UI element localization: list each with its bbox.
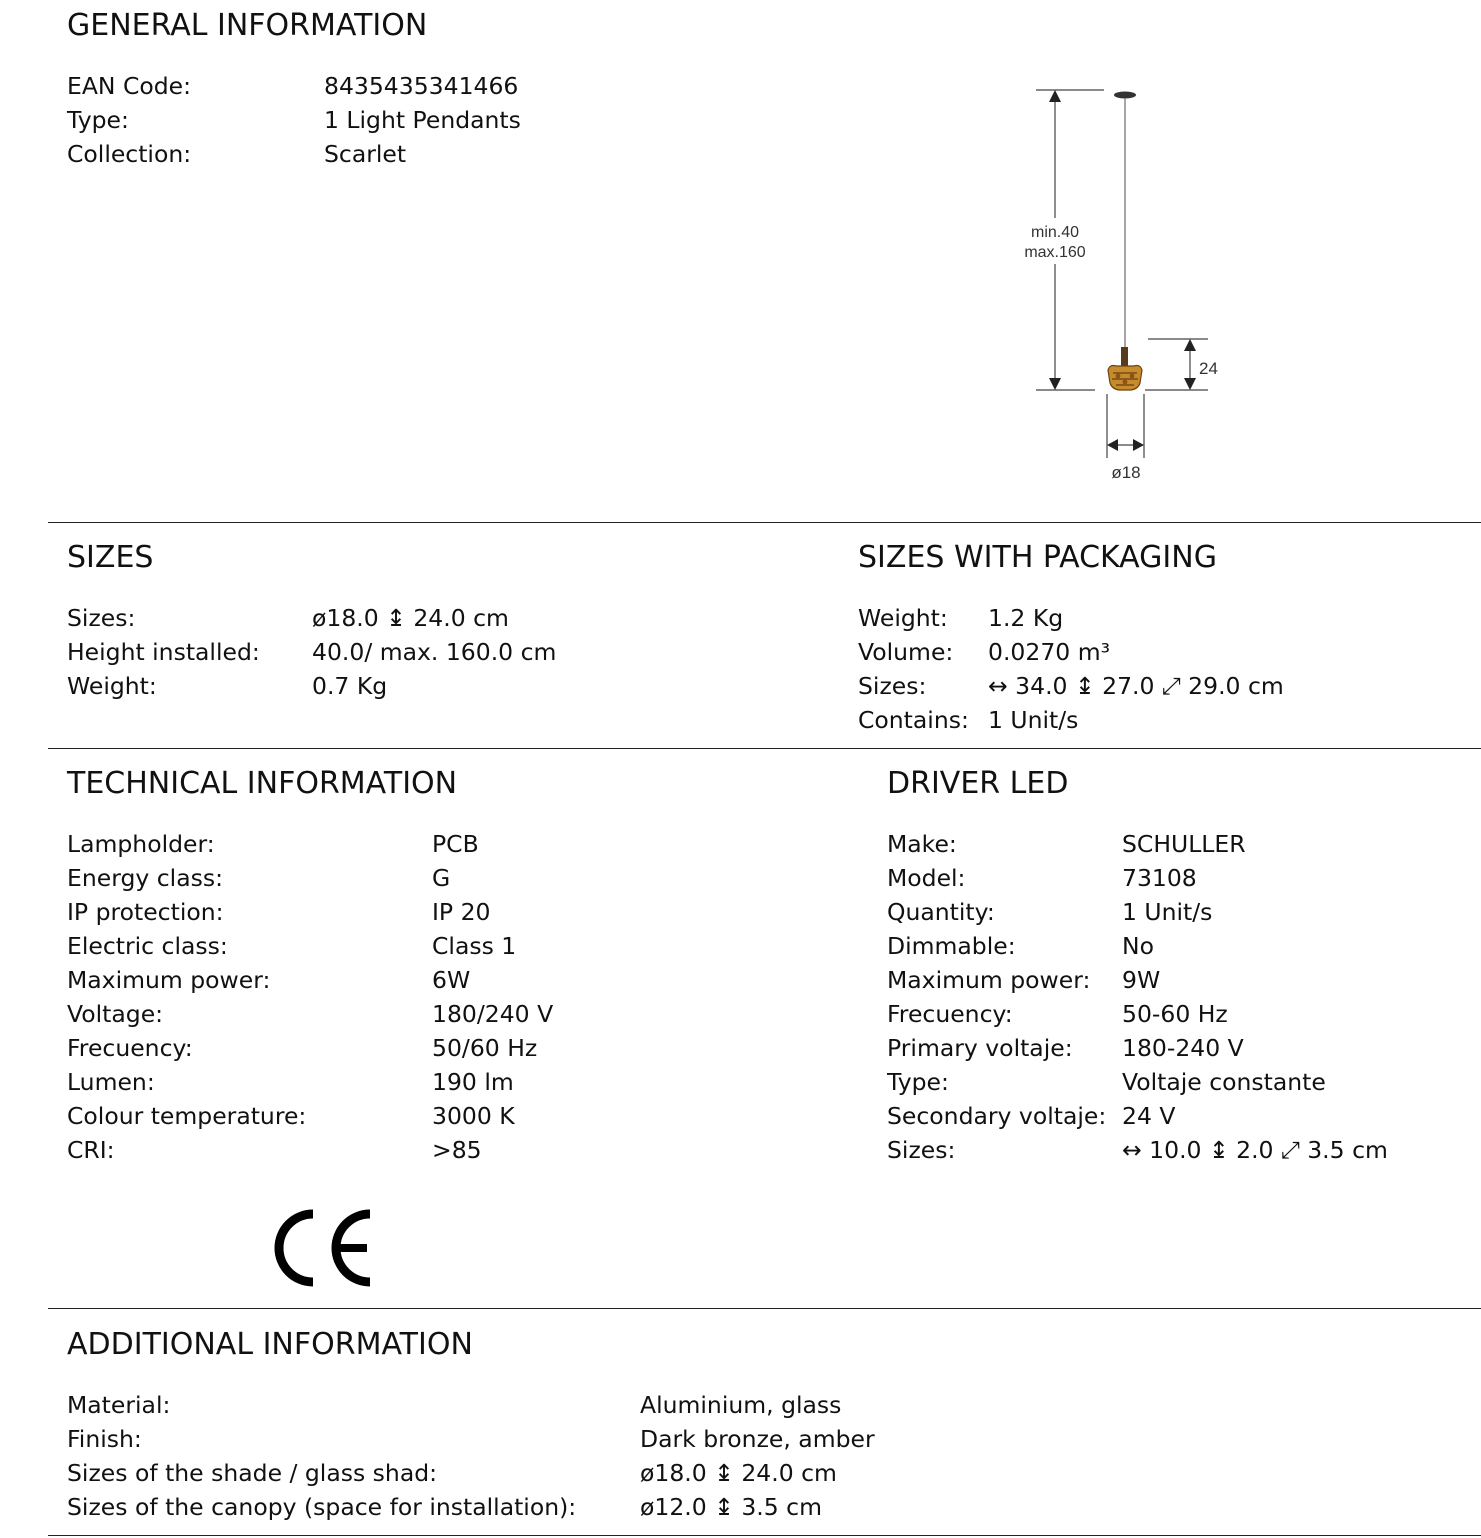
driver-title: DRIVER LED [887,766,1069,801]
driver-value: 1 Unit/s [1122,898,1213,926]
technical-value: 190 lm [432,1068,514,1096]
technical-value: G [432,864,451,892]
driver-value: 50-60 Hz [1122,1000,1228,1028]
technical-label: IP protection: [67,898,224,926]
general-value: 1 Light Pendants [324,106,521,134]
lamp-diameter-label: ø18 [1111,463,1141,482]
technical-value: 180/240 V [432,1000,554,1028]
driver-label: Model: [887,864,966,892]
packaging-value: 1.2 Kg [988,604,1064,632]
driver-value: SCHULLER [1122,830,1246,858]
additional-label: Sizes of the canopy (space for installation): [67,1493,577,1521]
additional-label: Material: [67,1391,171,1419]
packaging-label: Weight: [858,604,948,632]
technical-value: >85 [432,1136,482,1164]
technical-title: TECHNICAL INFORMATION [67,766,458,801]
section-divider [48,748,1481,749]
packaging-label: Contains: [858,706,969,734]
technical-label: Colour temperature: [67,1102,307,1130]
driver-value: 180-240 V [1122,1034,1244,1062]
general-label: Collection: [67,140,192,168]
driver-value: ↔ 10.0 ↨ 2.0 ⤢ 3.5 cm [1122,1136,1388,1164]
driver-label: Dimmable: [887,932,1016,960]
driver-label: Secondary voltaje: [887,1102,1107,1130]
additional-label: Finish: [67,1425,142,1453]
section-divider [48,522,1481,523]
packaging-value: 1 Unit/s [988,706,1079,734]
lamp-height-label: 24 [1199,359,1218,378]
general-title: GENERAL INFORMATION [67,8,428,43]
general-value: 8435435341466 [324,72,519,100]
technical-value: 50/60 Hz [432,1034,538,1062]
general-label: EAN Code: [67,72,192,100]
sizes-label: Weight: [67,672,157,700]
general-value: Scarlet [324,140,407,168]
driver-label: Quantity: [887,898,995,926]
technical-value: Class 1 [432,932,517,960]
general-label: Type: [67,106,129,134]
additional-value: ø12.0 ↨ 3.5 cm [640,1493,822,1521]
packaging-value: 0.0270 m³ [988,638,1111,666]
additional-value: Aluminium, glass [640,1391,842,1419]
driver-value: 24 V [1122,1102,1176,1130]
technical-label: Lumen: [67,1068,155,1096]
sizes-label: Height installed: [67,638,260,666]
additional-value: Dark bronze, amber [640,1425,875,1453]
sizes-label: Sizes: [67,604,136,632]
technical-label: Electric class: [67,932,228,960]
driver-value: Voltaje constante [1122,1068,1326,1096]
sizes-value: 0.7 Kg [312,672,388,700]
height-min-label: min.40 [1030,224,1080,241]
driver-label: Frecuency: [887,1000,1013,1028]
technical-value: 6W [432,966,471,994]
sizes-value: ø18.0 ↨ 24.0 cm [312,604,509,632]
driver-value: 73108 [1122,864,1197,892]
packaging-value: ↔ 34.0 ↨ 27.0 ⤢ 29.0 cm [988,672,1284,700]
section-divider [48,1535,1481,1536]
packaging-title: SIZES WITH PACKAGING [858,540,1217,575]
additional-title: ADDITIONAL INFORMATION [67,1327,473,1362]
packaging-label: Volume: [858,638,954,666]
technical-label: Lampholder: [67,830,215,858]
driver-label: Primary voltaje: [887,1034,1073,1062]
driver-label: Maximum power: [887,966,1091,994]
additional-label: Sizes of the shade / glass shad: [67,1459,438,1487]
section-divider [48,1308,1481,1309]
driver-label: Type: [887,1068,949,1096]
technical-value: 3000 K [432,1102,515,1130]
technical-label: Voltage: [67,1000,164,1028]
driver-value: No [1122,932,1154,960]
ce-mark-icon [274,1208,374,1288]
technical-label: Energy class: [67,864,223,892]
technical-value: IP 20 [432,898,491,926]
pendant-dimension-drawing [1000,80,1240,490]
sizes-value: 40.0/ max. 160.0 cm [312,638,557,666]
height-max-label: max.160 [1024,244,1086,261]
driver-label: Make: [887,830,957,858]
technical-value: PCB [432,830,479,858]
technical-label: CRI: [67,1136,115,1164]
driver-label: Sizes: [887,1136,956,1164]
packaging-label: Sizes: [858,672,927,700]
sizes-title: SIZES [67,540,154,575]
driver-value: 9W [1122,966,1161,994]
additional-value: ø18.0 ↨ 24.0 cm [640,1459,837,1487]
technical-label: Frecuency: [67,1034,193,1062]
technical-label: Maximum power: [67,966,271,994]
